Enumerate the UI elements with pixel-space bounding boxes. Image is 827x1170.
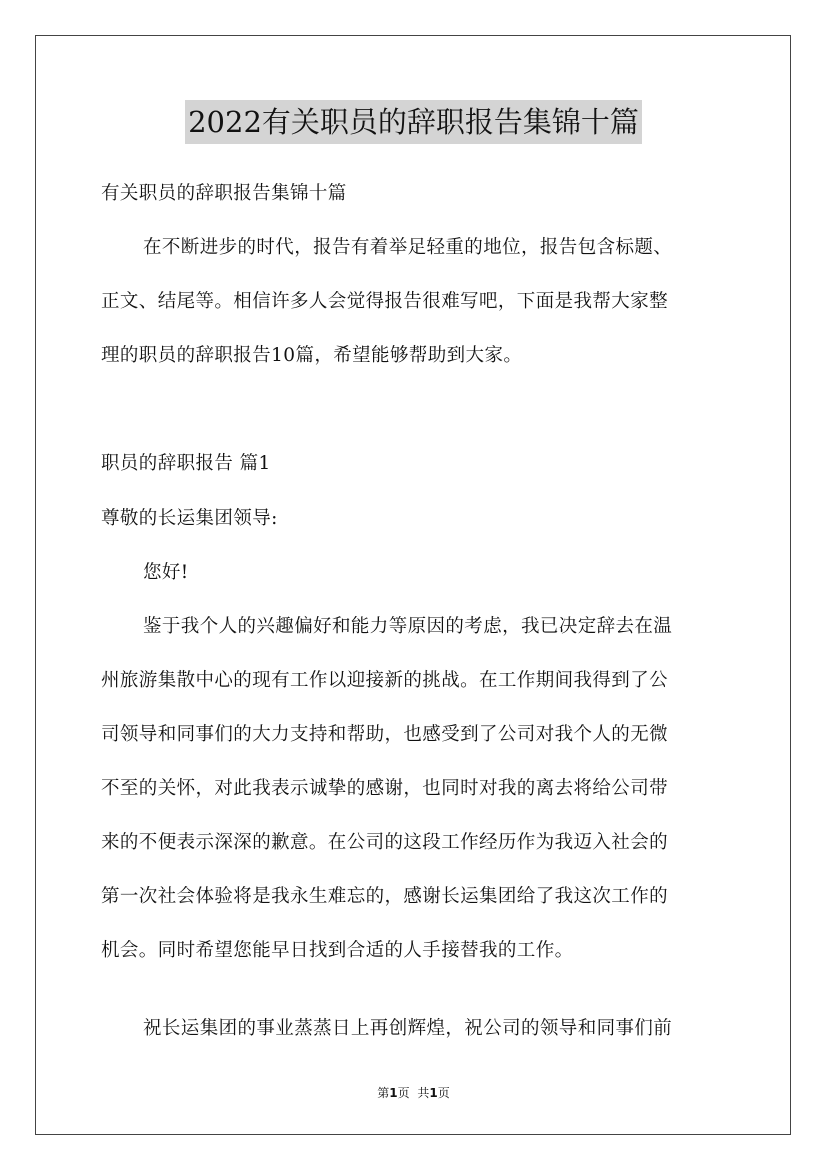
document-title: 2022有关职员的辞职报告集锦十篇 bbox=[185, 100, 642, 144]
section-heading: 职员的辞职报告 篇1 bbox=[101, 453, 271, 474]
intro-line: 理的职员的辞职报告10篇，希望能够帮助到大家。 bbox=[101, 345, 523, 366]
body-line: 机会。同时希望您能早日找到合适的人手接替我的工作。 bbox=[101, 940, 574, 961]
title-container bbox=[0, 100, 827, 144]
document-subtitle: 有关职员的辞职报告集锦十篇 bbox=[101, 183, 347, 204]
intro-line: 在不断进步的时代，报告有着举足轻重的地位，报告包含标题、 bbox=[143, 237, 673, 258]
greeting: 您好! bbox=[143, 562, 189, 583]
footer-total-prefix: 共 bbox=[417, 1086, 430, 1100]
body-line: 不至的关怀，对此我表示诚挚的感谢，也同时对我的离去将给公司带 bbox=[101, 778, 669, 799]
body-line: 州旅游集散中心的现有工作以迎接新的挑战。在工作期间我得到了公 bbox=[101, 670, 669, 691]
body-line: 鉴于我个人的兴趣偏好和能力等原因的考虑，我已决定辞去在温 bbox=[143, 616, 673, 637]
body-line: 司领导和同事们的大力支持和帮助，也感受到了公司对我个人的无微 bbox=[101, 724, 669, 745]
footer-page-total: 1 bbox=[429, 1086, 438, 1100]
body-line: 第一次社会体验将是我永生难忘的，感谢长运集团给了我这次工作的 bbox=[101, 886, 669, 907]
intro-line: 正文、结尾等。相信许多人会觉得报告很难写吧，下面是我帮大家整 bbox=[101, 291, 669, 312]
salutation: 尊敬的长运集团领导: bbox=[101, 508, 278, 529]
footer-total-suffix: 页 bbox=[437, 1086, 450, 1100]
body-line: 来的不便表示深深的歉意。在公司的这段工作经历作为我迈入社会的 bbox=[101, 832, 669, 853]
footer-page-prefix: 第 bbox=[377, 1086, 390, 1100]
closing-line: 祝长运集团的事业蒸蒸日上再创辉煌，祝公司的领导和同事们前 bbox=[143, 1018, 673, 1039]
footer-page-suffix: 页 bbox=[397, 1086, 410, 1100]
page-footer bbox=[0, 1085, 827, 1101]
footer-page-current: 1 bbox=[389, 1086, 398, 1100]
